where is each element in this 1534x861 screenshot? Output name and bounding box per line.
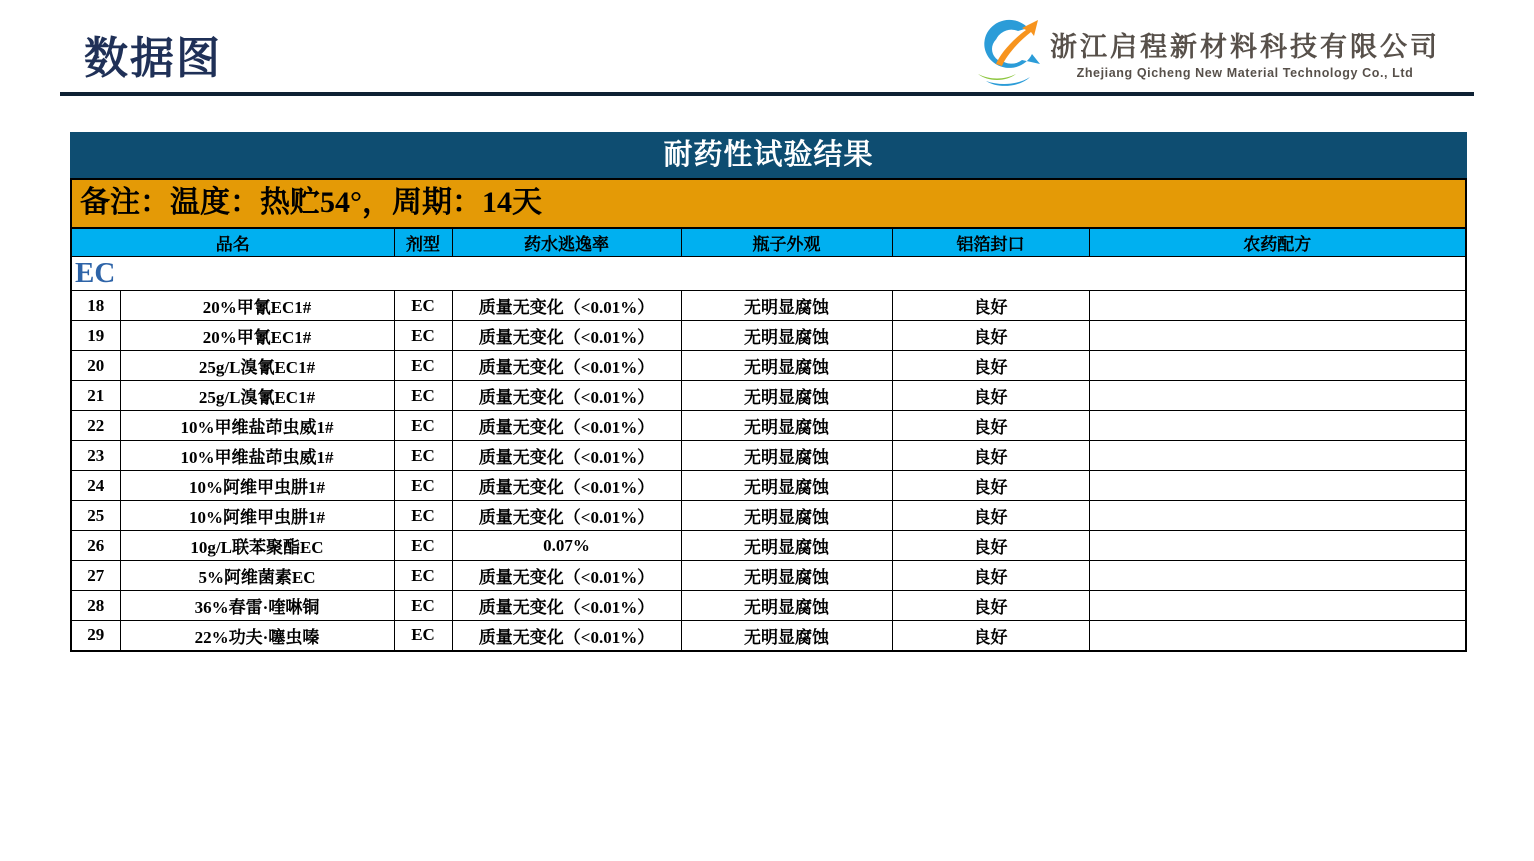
cell-formula	[1089, 351, 1466, 381]
cell-bottle: 无明显腐蚀	[681, 621, 892, 651]
cell-name: 20%甲氰EC1#	[120, 321, 394, 351]
cell-formula	[1089, 621, 1466, 651]
cell-escape: 质量无变化（<0.01%）	[452, 381, 681, 411]
cell-formula	[1089, 321, 1466, 351]
cell-formula	[1089, 411, 1466, 441]
cell-escape: 质量无变化（<0.01%）	[452, 561, 681, 591]
col-header-name: 品名	[71, 229, 394, 257]
cell-name: 10g/L联苯聚酯EC	[120, 531, 394, 561]
cell-formula	[1089, 471, 1466, 501]
cell-no: 22	[71, 411, 120, 441]
cell-bottle: 无明显腐蚀	[681, 531, 892, 561]
cell-name: 22%功夫·噻虫嗪	[120, 621, 394, 651]
report-note: 备注：温度：热贮54°，周期：14天	[70, 178, 1467, 228]
col-header-escape: 药水逃逸率	[452, 229, 681, 257]
cell-name: 5%阿维菌素EC	[120, 561, 394, 591]
cell-formula	[1089, 531, 1466, 561]
cell-formula	[1089, 291, 1466, 321]
cell-foil: 良好	[892, 351, 1089, 381]
cell-escape: 质量无变化（<0.01%）	[452, 441, 681, 471]
cell-type: EC	[394, 351, 452, 381]
cell-no: 19	[71, 321, 120, 351]
cell-formula	[1089, 501, 1466, 531]
cell-no: 20	[71, 351, 120, 381]
cell-name: 10%甲维盐茚虫威1#	[120, 411, 394, 441]
table-row	[71, 471, 1466, 501]
cell-name: 10%甲维盐茚虫威1#	[120, 441, 394, 471]
table-body	[71, 257, 1466, 651]
cell-escape: 质量无变化（<0.01%）	[452, 471, 681, 501]
table-row	[71, 441, 1466, 471]
cell-type: EC	[394, 471, 452, 501]
cell-escape: 质量无变化（<0.01%）	[452, 351, 681, 381]
cell-bottle: 无明显腐蚀	[681, 471, 892, 501]
cell-type: EC	[394, 501, 452, 531]
cell-no: 24	[71, 471, 120, 501]
cell-bottle: 无明显腐蚀	[681, 381, 892, 411]
table-row	[71, 411, 1466, 441]
table-row	[71, 621, 1466, 651]
cell-bottle: 无明显腐蚀	[681, 501, 892, 531]
cell-no: 26	[71, 531, 120, 561]
test-result-report	[70, 132, 1467, 652]
cell-escape: 0.07%	[452, 531, 681, 561]
cell-escape: 质量无变化（<0.01%）	[452, 321, 681, 351]
header-divider	[60, 92, 1474, 96]
cell-formula	[1089, 561, 1466, 591]
cell-name: 10%阿维甲虫肼1#	[120, 501, 394, 531]
cell-no: 28	[71, 591, 120, 621]
cell-escape: 质量无变化（<0.01%）	[452, 621, 681, 651]
col-header-type: 剂型	[394, 229, 452, 257]
cell-foil: 良好	[892, 381, 1089, 411]
col-header-formula: 农药配方	[1089, 229, 1466, 257]
cell-bottle: 无明显腐蚀	[681, 321, 892, 351]
cell-foil: 良好	[892, 621, 1089, 651]
cell-formula	[1089, 381, 1466, 411]
page-title: 数据图	[84, 34, 222, 83]
cell-foil: 良好	[892, 501, 1089, 531]
cell-foil: 良好	[892, 441, 1089, 471]
cell-no: 21	[71, 381, 120, 411]
col-header-foil: 铝箔封口	[892, 229, 1089, 257]
company-logo	[970, 16, 1440, 88]
cell-type: EC	[394, 291, 452, 321]
cell-escape: 质量无变化（<0.01%）	[452, 411, 681, 441]
cell-formula	[1089, 441, 1466, 471]
table-row	[71, 381, 1466, 411]
cell-type: EC	[394, 591, 452, 621]
group-label-ec: EC	[75, 257, 116, 289]
cell-bottle: 无明显腐蚀	[681, 561, 892, 591]
cell-bottle: 无明显腐蚀	[681, 291, 892, 321]
cell-name: 36%春雷·喹啉铜	[120, 591, 394, 621]
cell-foil: 良好	[892, 591, 1089, 621]
cell-foil: 良好	[892, 531, 1089, 561]
cell-name: 25g/L溴氰EC1#	[120, 351, 394, 381]
cell-type: EC	[394, 321, 452, 351]
cell-bottle: 无明显腐蚀	[681, 411, 892, 441]
table-row	[71, 561, 1466, 591]
company-name-cn: 浙江启程新材料科技有限公司	[1050, 31, 1440, 62]
cell-foil: 良好	[892, 321, 1089, 351]
cell-type: EC	[394, 411, 452, 441]
cell-type: EC	[394, 621, 452, 651]
cell-escape: 质量无变化（<0.01%）	[452, 291, 681, 321]
company-name	[1050, 25, 1440, 80]
table-row	[71, 321, 1466, 351]
cell-foil: 良好	[892, 561, 1089, 591]
col-header-bottle: 瓶子外观	[681, 229, 892, 257]
cell-no: 27	[71, 561, 120, 591]
qicheng-q-arrow-icon	[970, 16, 1044, 88]
group-cell	[71, 257, 1466, 291]
cell-no: 29	[71, 621, 120, 651]
cell-bottle: 无明显腐蚀	[681, 441, 892, 471]
table-row	[71, 591, 1466, 621]
cell-foil: 良好	[892, 411, 1089, 441]
cell-name: 25g/L溴氰EC1#	[120, 381, 394, 411]
cell-name: 20%甲氰EC1#	[120, 291, 394, 321]
group-row-ec	[71, 257, 1466, 291]
cell-escape: 质量无变化（<0.01%）	[452, 591, 681, 621]
cell-formula	[1089, 591, 1466, 621]
table-row	[71, 291, 1466, 321]
cell-name: 10%阿维甲虫肼1#	[120, 471, 394, 501]
cell-bottle: 无明显腐蚀	[681, 591, 892, 621]
column-header-row	[71, 229, 1466, 257]
cell-type: EC	[394, 561, 452, 591]
cell-type: EC	[394, 381, 452, 411]
cell-foil: 良好	[892, 471, 1089, 501]
cell-type: EC	[394, 441, 452, 471]
cell-no: 18	[71, 291, 120, 321]
cell-no: 23	[71, 441, 120, 471]
table-row	[71, 351, 1466, 381]
cell-bottle: 无明显腐蚀	[681, 351, 892, 381]
table-row	[71, 531, 1466, 561]
cell-foil: 良好	[892, 291, 1089, 321]
cell-type: EC	[394, 531, 452, 561]
company-name-en: Zhejiang Qicheng New Material Technology Co., Ltd	[1076, 65, 1414, 80]
cell-no: 25	[71, 501, 120, 531]
table-row	[71, 501, 1466, 531]
report-title: 耐药性试验结果	[70, 132, 1467, 178]
result-table	[70, 228, 1467, 652]
cell-escape: 质量无变化（<0.01%）	[452, 501, 681, 531]
